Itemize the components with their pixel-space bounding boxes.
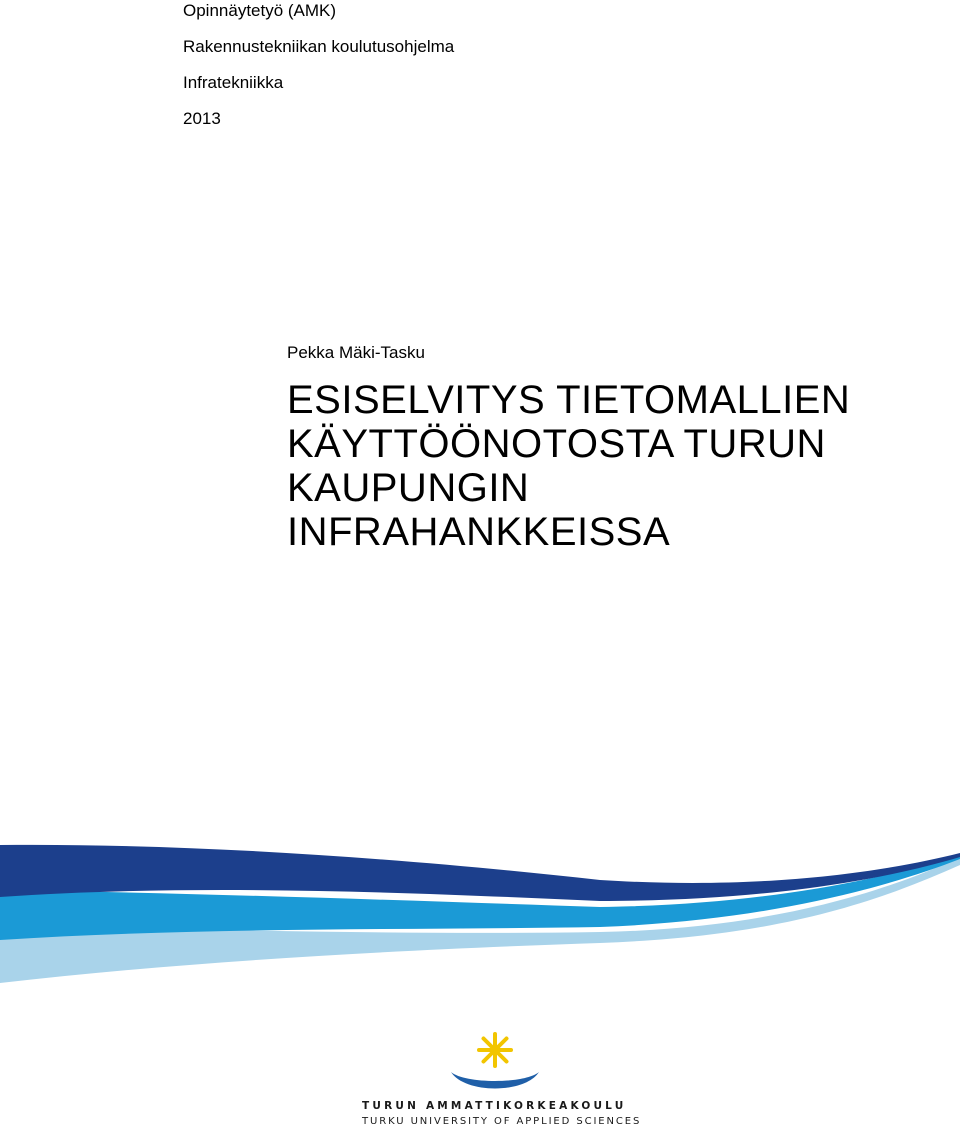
meta-line-year: 2013 <box>183 109 221 128</box>
author-name: Pekka Mäki-Tasku <box>287 343 425 362</box>
title-line: KAUPUNGIN <box>287 466 530 510</box>
meta-line-degree: Opinnäytetyö (AMK) <box>183 1 337 20</box>
star-icon <box>479 1034 511 1066</box>
smile-icon <box>451 1072 539 1089</box>
document-title <box>287 378 850 554</box>
logo-name-en: TURKU UNIVERSITY OF APPLIED SCIENCES <box>362 1116 642 1127</box>
university-logo <box>360 1030 642 1128</box>
star-smile-logo-icon <box>445 1030 545 1098</box>
logo-name-fi: TURUN AMMATTIKORKEAKOULU <box>362 1100 627 1112</box>
meta-line-specialisation: Infratekniikka <box>183 73 284 92</box>
meta-line-programme: Rakennustekniikan koulutusohjelma <box>183 37 455 56</box>
title-line: ESISELVITYS TIETOMALLIEN <box>287 378 851 422</box>
title-line: INFRAHANKKEISSA <box>287 510 671 554</box>
wave-decoration <box>0 835 960 1005</box>
title-line: KÄYTTÖÖNOTOSTA TURUN <box>287 422 826 466</box>
